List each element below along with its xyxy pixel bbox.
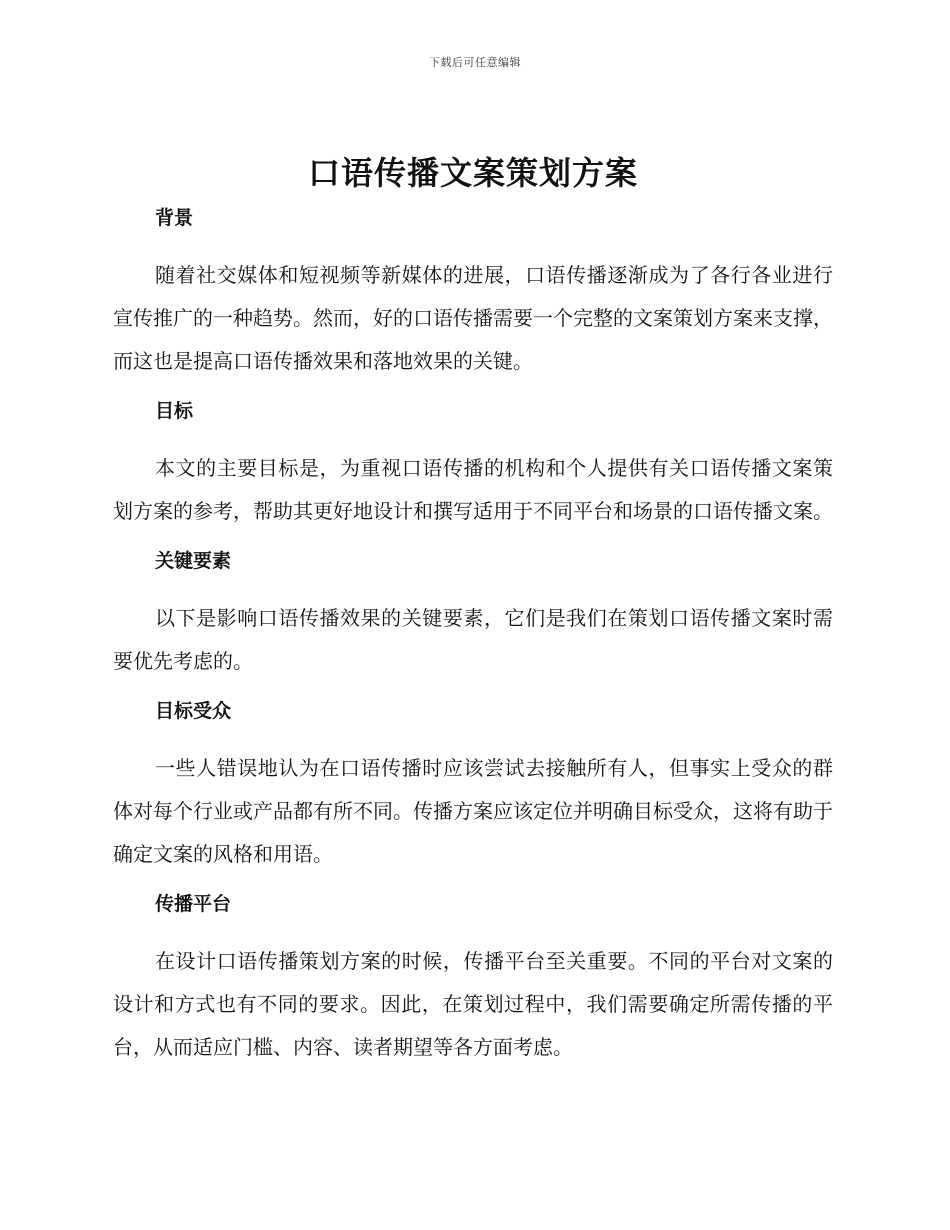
document-body <box>113 150 833 1083</box>
header-note: 下载后可任意编辑 <box>429 56 521 69</box>
section-heading-target-audience: 目标受众 <box>155 700 232 722</box>
section-paragraph-goal: 本文的主要目标是，为重视口语传播的机构和个人提供有关口语传播文案策划方案的参考，帮助其更好地设计和撰写适用于不同平台和场景的口语传播文案。 <box>113 456 833 523</box>
section-paragraph-background: 随着社交媒体和短视频等新媒体的进展，口语传播逐渐成为了各行各业进行宣传推广的一种趋势。然而，好的口语传播需要一个完整的文案策划方案来支撑，而这也是提高口语传播效果和落地效果的关键。 <box>113 263 833 373</box>
section-heading-key-elements: 关键要素 <box>155 550 232 572</box>
section-heading-platform: 传播平台 <box>155 893 232 915</box>
section-heading-goal: 目标 <box>155 400 194 422</box>
document-title: 口语传播文案策划方案 <box>307 154 638 192</box>
section-paragraph-platform: 在设计口语传播策划方案的时候，传播平台至关重要。不同的平台对文案的设计和方式也有不同的要求。因此，在策划过程中，我们需要确定所需传播的平台，从而适应门槛、内容、读者期望等各方面考虑。 <box>113 949 833 1059</box>
section-heading-background: 背景 <box>155 207 194 229</box>
section-paragraph-key-elements: 以下是影响口语传播效果的关键要素，它们是我们在策划口语传播文案时需要优先考虑的。 <box>113 606 833 673</box>
section-paragraph-target-audience: 一些人错误地认为在口语传播时应该尝试去接触所有人，但事实上受众的群体对每个行业或产品都有所不同。传播方案应该定位并明确目标受众，这将有助于确定文案的风格和用语。 <box>113 756 833 866</box>
